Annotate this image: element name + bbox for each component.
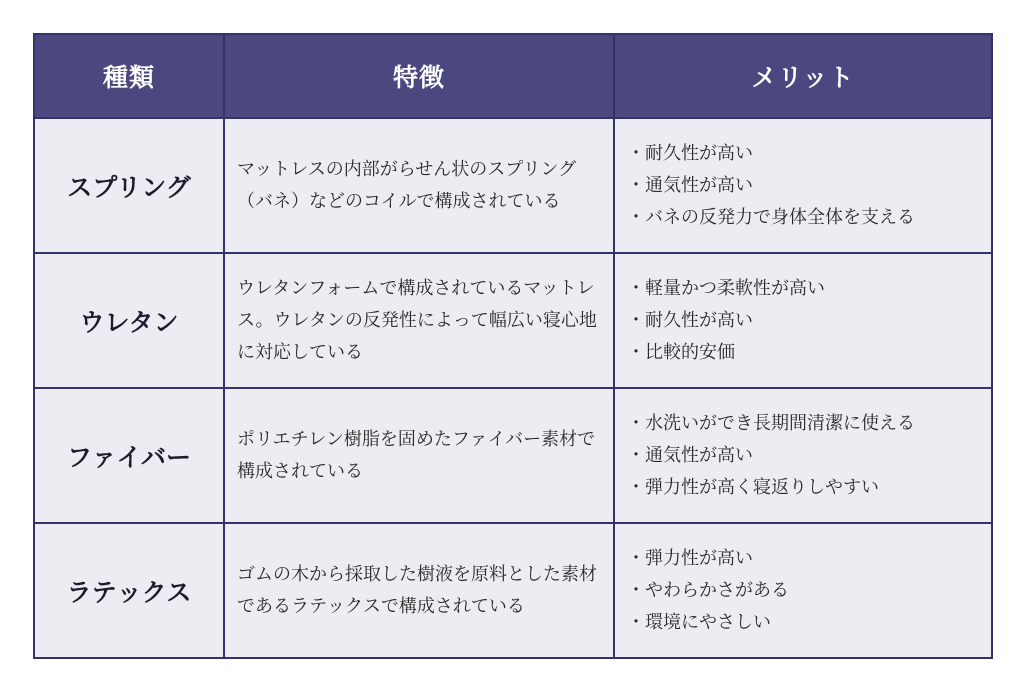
merit-item: ・ 水洗いができ長期間清潔に使える	[627, 408, 985, 440]
merit-item: ・ 耐久性が高い	[627, 305, 985, 337]
row-type-spring: スプリング	[34, 118, 224, 253]
merit-item: ・ 通気性が高い	[627, 170, 985, 202]
row-merits-spring	[614, 118, 992, 253]
row-feature-fiber: ポリエチレン樹脂を固めたファイバー素材で構成されている	[224, 388, 614, 523]
row-merits-fiber	[614, 388, 992, 523]
row-merits-latex	[614, 523, 992, 658]
row-feature-spring: マットレスの内部がらせん状のスプリング（バネ）などのコイルで構成されている	[224, 118, 614, 253]
table-row	[34, 388, 992, 523]
row-merits-urethane	[614, 253, 992, 388]
merit-item: ・ 比較的安価	[627, 337, 985, 369]
table-header-row	[34, 34, 992, 118]
header-feature: 特徴	[224, 34, 614, 118]
table-row	[34, 523, 992, 658]
table-row	[34, 253, 992, 388]
merit-item: ・ 耐久性が高い	[627, 138, 985, 170]
merit-item: ・ 弾力性が高く寝返りしやすい	[627, 472, 985, 504]
mattress-comparison-table	[33, 33, 993, 659]
merit-item: ・ 環境にやさしい	[627, 607, 985, 639]
table-row	[34, 118, 992, 253]
row-feature-latex: ゴムの木から採取した樹液を原料とした素材であるラテックスで構成されている	[224, 523, 614, 658]
merit-item: ・ 軽量かつ柔軟性が高い	[627, 273, 985, 305]
row-type-urethane: ウレタン	[34, 253, 224, 388]
merit-item: ・ 弾力性が高い	[627, 543, 985, 575]
merit-item: ・ やわらかさがある	[627, 575, 985, 607]
row-type-latex: ラテックス	[34, 523, 224, 658]
header-type: 種類	[34, 34, 224, 118]
merit-item: ・ 通気性が高い	[627, 440, 985, 472]
mattress-comparison-table-container	[33, 33, 991, 659]
header-merit: メリット	[614, 34, 992, 118]
merit-item: ・ バネの反発力で身体全体を支える	[627, 202, 985, 234]
row-feature-urethane: ウレタンフォームで構成されているマットレス。ウレタンの反発性によって幅広い寝心地に対応している	[224, 253, 614, 388]
row-type-fiber: ファイバー	[34, 388, 224, 523]
